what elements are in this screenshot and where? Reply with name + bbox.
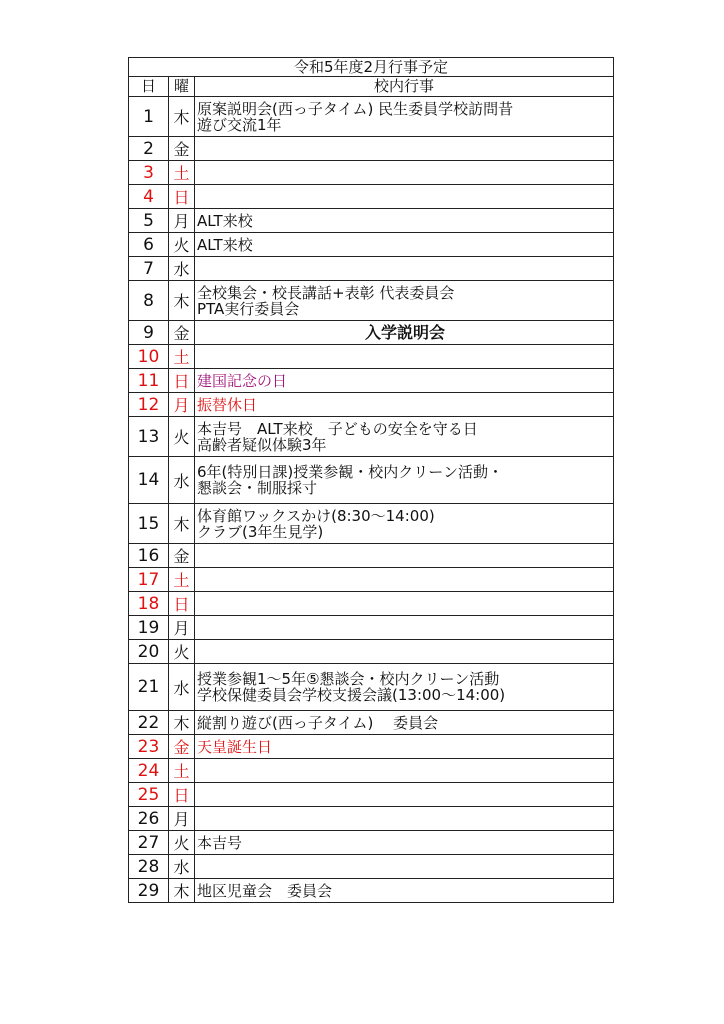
header-day: 日 bbox=[129, 77, 169, 97]
event-line: 縦割り遊び(西っ子タイム) 委員会 bbox=[197, 713, 439, 732]
table-row bbox=[129, 831, 614, 855]
event-line: 遊び交流1年 bbox=[197, 115, 282, 134]
weekday-cell: 土 bbox=[169, 759, 195, 783]
events-cell bbox=[195, 735, 614, 759]
event-line: 体育館ワックスかけ(8:30～14:00) bbox=[197, 506, 435, 525]
weekday-cell: 木 bbox=[169, 97, 195, 137]
event-line: 本吉号 bbox=[197, 833, 243, 852]
events-cell bbox=[195, 711, 614, 735]
day-cell: 8 bbox=[129, 281, 169, 321]
day-cell: 29 bbox=[129, 879, 169, 903]
day-cell: 1 bbox=[129, 97, 169, 137]
weekday-cell: 金 bbox=[169, 137, 195, 161]
weekday-cell: 水 bbox=[169, 664, 195, 711]
weekday-cell: 土 bbox=[169, 568, 195, 592]
schedule-sheet bbox=[128, 57, 614, 903]
event-line: 全校集会・校長講話+表彰 代表委員会 bbox=[197, 283, 455, 302]
weekday-cell: 木 bbox=[169, 879, 195, 903]
day-cell: 24 bbox=[129, 759, 169, 783]
events-cell bbox=[195, 664, 614, 711]
events-cell bbox=[195, 369, 614, 393]
events-cell bbox=[195, 209, 614, 233]
table-row bbox=[129, 281, 614, 321]
weekday-cell: 火 bbox=[169, 233, 195, 257]
day-cell: 4 bbox=[129, 185, 169, 209]
day-cell: 26 bbox=[129, 807, 169, 831]
day-cell: 14 bbox=[129, 457, 169, 504]
day-cell: 23 bbox=[129, 735, 169, 759]
weekday-cell: 木 bbox=[169, 711, 195, 735]
weekday-cell: 土 bbox=[169, 161, 195, 185]
table-row bbox=[129, 504, 614, 544]
table-row bbox=[129, 97, 614, 137]
event-line: 原案説明会(西っ子タイム) 民生委員学校訪問昔 bbox=[197, 99, 514, 118]
schedule-rows bbox=[129, 97, 614, 903]
weekday-cell: 月 bbox=[169, 616, 195, 640]
events-cell bbox=[195, 281, 614, 321]
events-cell bbox=[195, 345, 614, 369]
day-cell: 5 bbox=[129, 209, 169, 233]
weekday-cell: 日 bbox=[169, 369, 195, 393]
events-cell bbox=[195, 233, 614, 257]
table-row bbox=[129, 209, 614, 233]
weekday-cell: 月 bbox=[169, 393, 195, 417]
events-cell bbox=[195, 855, 614, 879]
events-cell bbox=[195, 592, 614, 616]
day-cell: 20 bbox=[129, 640, 169, 664]
weekday-cell: 木 bbox=[169, 504, 195, 544]
table-row bbox=[129, 369, 614, 393]
day-cell: 12 bbox=[129, 393, 169, 417]
table-row bbox=[129, 457, 614, 504]
events-cell bbox=[195, 807, 614, 831]
events-cell bbox=[195, 97, 614, 137]
weekday-cell: 月 bbox=[169, 209, 195, 233]
events-cell bbox=[195, 504, 614, 544]
events-cell bbox=[195, 640, 614, 664]
events-cell bbox=[195, 161, 614, 185]
schedule-title: 令和5年度2月行事予定 bbox=[129, 58, 614, 77]
weekday-cell: 水 bbox=[169, 457, 195, 504]
events-cell bbox=[195, 457, 614, 504]
table-row bbox=[129, 544, 614, 568]
weekday-cell: 木 bbox=[169, 281, 195, 321]
event-line: 懇談会・制服採寸 bbox=[197, 479, 318, 497]
events-cell bbox=[195, 568, 614, 592]
table-row bbox=[129, 855, 614, 879]
day-cell: 15 bbox=[129, 504, 169, 544]
weekday-cell: 火 bbox=[169, 640, 195, 664]
day-cell: 28 bbox=[129, 855, 169, 879]
day-cell: 25 bbox=[129, 783, 169, 807]
event-line: 天皇誕生日 bbox=[197, 737, 273, 756]
events-cell bbox=[195, 185, 614, 209]
table-row bbox=[129, 664, 614, 711]
events-cell bbox=[195, 393, 614, 417]
event-line: ALT来校 bbox=[197, 211, 253, 230]
weekday-cell: 土 bbox=[169, 345, 195, 369]
weekday-cell: 日 bbox=[169, 783, 195, 807]
day-cell: 6 bbox=[129, 233, 169, 257]
weekday-cell: 金 bbox=[169, 544, 195, 568]
event-line: 学校保健委員会学校支援会議(13:00～14:00) bbox=[197, 686, 506, 704]
weekday-cell: 水 bbox=[169, 257, 195, 281]
table-row bbox=[129, 185, 614, 209]
day-cell: 9 bbox=[129, 321, 169, 345]
day-cell: 21 bbox=[129, 664, 169, 711]
events-cell bbox=[195, 321, 614, 345]
table-row bbox=[129, 321, 614, 345]
table-row bbox=[129, 783, 614, 807]
table-row bbox=[129, 257, 614, 281]
weekday-cell: 月 bbox=[169, 807, 195, 831]
table-row bbox=[129, 640, 614, 664]
day-cell: 7 bbox=[129, 257, 169, 281]
table-row bbox=[129, 616, 614, 640]
day-cell: 18 bbox=[129, 592, 169, 616]
table-row bbox=[129, 417, 614, 457]
event-line: 振替休日 bbox=[197, 395, 258, 414]
events-cell bbox=[195, 257, 614, 281]
event-line: 入学説明会 bbox=[364, 322, 445, 342]
weekday-cell: 火 bbox=[169, 417, 195, 457]
header-events: 校内行事 bbox=[195, 77, 614, 97]
weekday-cell: 金 bbox=[169, 735, 195, 759]
table-row bbox=[129, 592, 614, 616]
weekday-cell: 金 bbox=[169, 321, 195, 345]
event-line: 授業参観1～5年⑤懇談会・校内クリーン活動 bbox=[197, 670, 500, 688]
event-line: クラブ(3年生見学) bbox=[197, 522, 324, 541]
table-row bbox=[129, 879, 614, 903]
table-row bbox=[129, 233, 614, 257]
events-cell bbox=[195, 616, 614, 640]
table-row bbox=[129, 161, 614, 185]
events-cell bbox=[195, 417, 614, 457]
table-row bbox=[129, 735, 614, 759]
event-line: ALT来校 bbox=[197, 235, 253, 254]
event-line: PTA実行委員会 bbox=[197, 299, 300, 318]
day-cell: 3 bbox=[129, 161, 169, 185]
day-cell: 11 bbox=[129, 369, 169, 393]
events-cell bbox=[195, 783, 614, 807]
day-cell: 17 bbox=[129, 568, 169, 592]
table-row bbox=[129, 393, 614, 417]
events-cell bbox=[195, 759, 614, 783]
table-row bbox=[129, 137, 614, 161]
event-line: 高齢者疑似体験3年 bbox=[197, 435, 327, 454]
day-cell: 19 bbox=[129, 616, 169, 640]
table-row bbox=[129, 807, 614, 831]
day-cell: 22 bbox=[129, 711, 169, 735]
day-cell: 27 bbox=[129, 831, 169, 855]
weekday-cell: 日 bbox=[169, 592, 195, 616]
day-cell: 10 bbox=[129, 345, 169, 369]
table-row bbox=[129, 345, 614, 369]
weekday-cell: 水 bbox=[169, 855, 195, 879]
day-cell: 16 bbox=[129, 544, 169, 568]
events-cell bbox=[195, 544, 614, 568]
header-dow: 曜 bbox=[169, 77, 195, 97]
events-cell bbox=[195, 137, 614, 161]
day-cell: 2 bbox=[129, 137, 169, 161]
event-line: 地区児童会 委員会 bbox=[197, 881, 333, 900]
event-line: 本吉号 ALT来校 子どもの安全を守る日 bbox=[197, 419, 478, 438]
table-row bbox=[129, 568, 614, 592]
event-line: 6年(特別日課)授業参観・校内クリーン活動・ bbox=[197, 463, 503, 481]
day-cell: 13 bbox=[129, 417, 169, 457]
events-cell bbox=[195, 879, 614, 903]
weekday-cell: 日 bbox=[169, 185, 195, 209]
event-line: 建国記念の日 bbox=[197, 371, 288, 390]
table-row bbox=[129, 759, 614, 783]
weekday-cell: 火 bbox=[169, 831, 195, 855]
events-cell bbox=[195, 831, 614, 855]
schedule-table bbox=[128, 57, 614, 903]
table-row bbox=[129, 711, 614, 735]
